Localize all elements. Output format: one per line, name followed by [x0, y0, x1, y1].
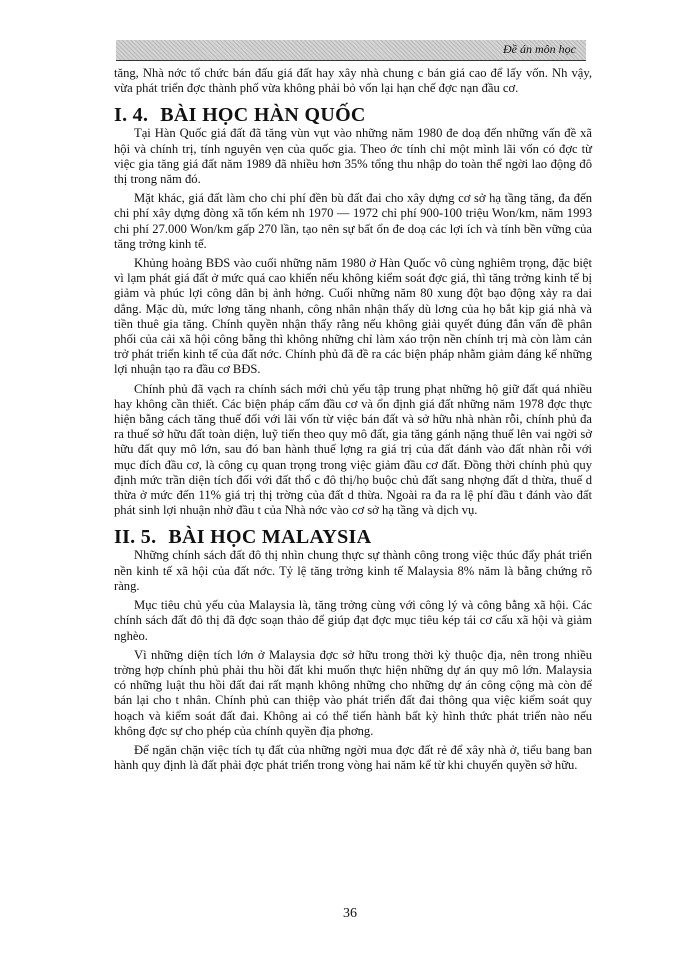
section-number: I. 4.	[114, 104, 149, 127]
paragraph: Để ngăn chặn việc tích tụ đất của những ngời mua đợc đất rẻ để xây nhà ở, tiểu bang ban hành quy định là đất phải đợc phát triển trong vòng hai năm kể từ khi chuyển quyền sở hữu.	[114, 742, 592, 773]
paragraph: Khủng hoảng BĐS vào cuối những năm 1980 ở Hàn Quốc vô cùng nghiêm trọng, đặc biệt vì lạm phát giá đất ở mức quá cao khiến nếu không kiểm soát đợc giá, thì tăng trởng kinh tế bị giảm và phúc lợi công dân bị ảnh hởng. Cuối những năm 80 xung đột bạo động xảy ra dai dẳng. Mặc dù, mức lơng tăng nhanh, công nhân nhận thấy dù lơng của họ bắt kịp giá nhà và tiền thuê gia tăng. Chính quyền nhận thấy rằng nếu không giải quyết đúng đắn vấn đề phân phối của cải xã hội công bằng thì không những chỉ làm xáo trộn nền chính trị mà còn làm cản trở phát triển kinh tế của đất nớc. Chính phủ đã đề ra các biện pháp nhằm giảm đáng kể những lợi nhuận tạo ra đầu cơ BĐS.	[114, 256, 592, 377]
paragraph: Mục tiêu chủ yếu của Malaysia là, tăng trởng cùng với công lý và công bằng xã hội. Các chính sách đất đô thị đã đợc soạn thảo để giúp đạt đợc mục tiêu kép tái cơ cấu xã hội và giảm nghèo.	[114, 598, 592, 643]
section-title: BÀI HỌC MALAYSIA	[168, 526, 372, 549]
section-title: BÀI HỌC HÀN QUỐC	[160, 104, 366, 127]
header-title: Đề án môn học	[503, 42, 576, 56]
paragraph: Mặt khác, giá đất làm cho chi phí đền bù đất đai cho xây dựng cơ sở hạ tầng tăng, đa đến chi phí xây dựng đòng xã tốn kém nh 1970 — 1972 chỉ phí 900-100 triệu Won/km, năm 1993 chi phí 27.000 Won/km gấp 270 lần, tạo nên sự bất ổn đe doạ các lợi ích và tính bền vững của tăng trởng kinh tế.	[114, 191, 592, 251]
paragraph: Những chính sách đất đô thị nhìn chung thực sự thành công trong việc thúc đẩy phát triển nền kinh tế xã hội của đất nớc. Tỷ lệ tăng trởng kinh tế Malaysia 8% năm là bằng chứng rõ ràng.	[114, 548, 592, 593]
section-number: II. 5.	[114, 526, 157, 549]
page-number: 36	[343, 906, 357, 921]
paragraph: Chính phủ đã vạch ra chính sách mới chủ yếu tập trung phạt những hộ giữ đất quá nhiều hay không cần thiết. Các biện pháp cấm đầu cơ và ổn định giá đất những năm 1978 đợc thực hiện bằng cách tăng thuế đối với lãi vốn từ việc bán đất và sở hữu nhà nhàn rỗi, chính phủ đa ra thuế sở hữu đất toàn diện, luỹ tiến theo quy mô đất, gia tăng gánh nặng thuế lên vai ngời sở hữu đất quy mô lớn, sau đó ban hành thuế lợng ra giá trị của đất đánh vào đất nhàn rỗi với mục đích đầu cơ, là công cụ quan trọng trong việc giảm đầu cơ đất. Đồng thời chính phủ quy định mức trần diện tích đối với đất thổ c đô thị/họ buộc chủ đất sang nhợng đất d thừa, thuế d thừa ở mức đến 11% giá trị thị trờng của đất d thừa. Ngoài ra đa ra lệ phí đầu t đánh vào đất phát sinh lợi nhuận nhờ đầu t của Nhà nớc vào cơ sở hạ tầng và dịch vụ.	[114, 381, 592, 518]
paragraph: Tại Hàn Quốc giá đất đã tăng vùn vụt vào những năm 1980 đe doạ đến những vấn đề xã hội và chính trị, tính nguyên vẹn của quốc gia. Theo ớc tính chỉ một mình lãi vốn có đợc từ việc gia tăng giá đất năm 1989 đã nhiều hơn 35% tổng thu nhập do toàn thể ngời lao động đô thị trong năm đó.	[114, 126, 592, 187]
page-header	[116, 40, 586, 61]
document-body	[114, 66, 592, 777]
section-heading-korea	[114, 104, 592, 126]
paragraph-continuation: tăng, Nhà nớc tổ chức bán đấu giá đất hay xây nhà chung c bán giá cao để lấy vốn. Nh vậy, vừa phát triển đợc thành phố vừa không phải bỏ vốn lại hạn chế đợc nạn đầu cơ.	[114, 66, 592, 96]
paragraph: Vì những diện tích lớn ở Malaysia đợc sở hữu trong thời kỳ thuộc địa, nên trong nhiều trờng hợp chính phủ phải thu hồi đất khi muốn thực hiện những dự án quy mô lớn. Malaysia có những luật thu hồi đất đai rất mạnh không những cho những dự án công cộng mà còn để bán lại cho t nhân. Chính phủ can thiệp vào phát triển đất đai thông qua việc kiểm soát quy hoạch và kiểm soát đất đai. Không ai có thể tiến hành bất kỳ hình thức phát triển nào nếu không đợc sự cho phép của chính quyền địa phơng.	[114, 647, 592, 738]
section-heading-malaysia	[114, 526, 592, 548]
